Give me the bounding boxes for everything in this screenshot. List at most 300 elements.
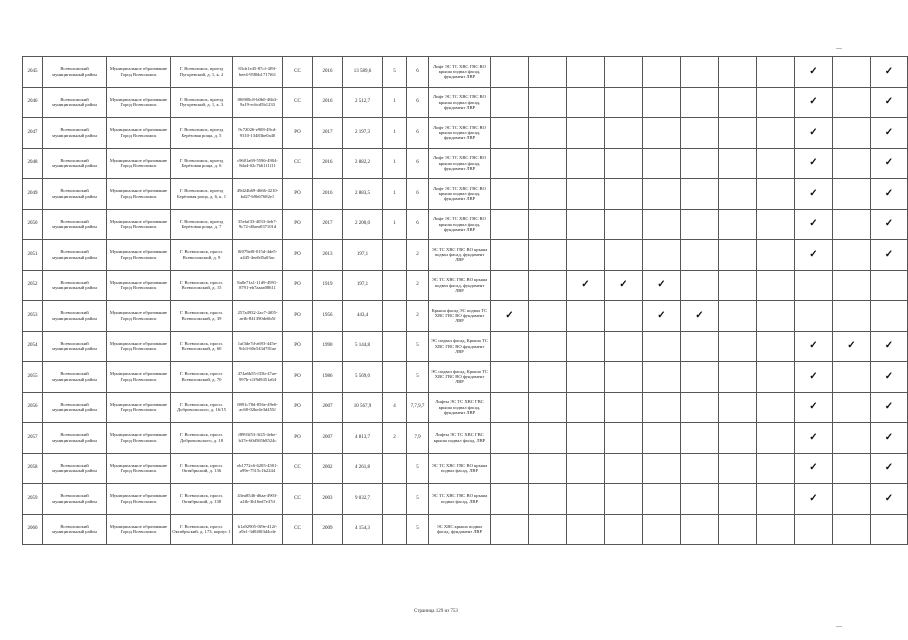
empty-work-cell xyxy=(719,240,757,271)
cell-floors: 5 xyxy=(407,331,429,362)
empty-work-cell xyxy=(833,423,871,454)
cell-type: РО xyxy=(283,423,313,454)
empty-work-cell xyxy=(491,179,529,210)
empty-work-cell xyxy=(871,270,908,301)
cell-works: ЭС подвал фасад, Крыша ТС ХВС ГВС ВО фундамент ЛВР xyxy=(429,362,491,393)
empty-work-cell xyxy=(567,453,605,484)
empty-work-cell xyxy=(833,209,871,240)
check-mark-icon: ✓ xyxy=(605,270,643,301)
cell-area: 197,1 xyxy=(343,270,383,301)
cell-type: РО xyxy=(283,179,313,210)
cell-year: 2007 xyxy=(313,392,343,423)
cell-year: 2016 xyxy=(313,148,343,179)
cell-type: РО xyxy=(283,362,313,393)
empty-work-cell xyxy=(757,362,795,393)
check-mark-icon: ✓ xyxy=(871,240,908,271)
empty-work-cell xyxy=(681,453,719,484)
empty-work-cell xyxy=(605,453,643,484)
empty-work-cell xyxy=(681,57,719,88)
cell-address: Г. Всеволожск, проезд Пугоревский, д. 1, к. 3 xyxy=(171,87,233,118)
cell-floors: 7,9 xyxy=(407,423,429,454)
cell-address: Г. Всеволожск, проезд Берёзовая роща, д. 6, к. 1 xyxy=(171,179,233,210)
empty-work-cell xyxy=(529,301,567,332)
empty-work-cell xyxy=(681,270,719,301)
cell-cadastral: 8a8e71a1-11d9-4991-8791-eb7aaaa08611 xyxy=(233,270,283,301)
cell-floors: 2 xyxy=(407,240,429,271)
check-mark-icon: ✓ xyxy=(795,87,833,118)
cell-id: 2049 xyxy=(23,179,43,210)
empty-work-cell xyxy=(605,209,643,240)
empty-work-cell xyxy=(757,484,795,515)
empty-work-cell xyxy=(605,331,643,362)
cell-address: Г. Всеволожск, проезд Пугоревский, д. 1, к. 2 xyxy=(171,57,233,88)
cell-type: СС xyxy=(283,484,313,515)
empty-work-cell xyxy=(605,148,643,179)
empty-work-cell xyxy=(871,514,908,545)
empty-work-cell xyxy=(681,118,719,149)
cell-col9: 4 xyxy=(383,392,407,423)
empty-work-cell xyxy=(567,484,605,515)
cell-area: 2 197,3 xyxy=(343,118,383,149)
check-mark-icon: ✓ xyxy=(871,87,908,118)
cell-area: 443,4 xyxy=(343,301,383,332)
cell-cadastral: c9601a69-5596-4904-8da4-02c7b6111f11 xyxy=(233,148,283,179)
cell-municipality: Муниципальное образование Город Всеволожск xyxy=(107,331,171,362)
empty-work-cell xyxy=(757,240,795,271)
cell-type: СС xyxy=(283,148,313,179)
cell-cadastral: 0f079a8f-015d-4de5-a445-4ee0d5a03ac xyxy=(233,240,283,271)
cell-cadastral: eb1772c6-6205-4501-a99e-7515c1b2244 xyxy=(233,453,283,484)
cell-id: 2050 xyxy=(23,209,43,240)
check-mark-icon: ✓ xyxy=(871,331,908,362)
empty-work-cell xyxy=(643,362,681,393)
table-row xyxy=(23,240,908,271)
cell-year: 1956 xyxy=(313,301,343,332)
empty-work-cell xyxy=(605,362,643,393)
empty-work-cell xyxy=(757,209,795,240)
cell-floors: 6 xyxy=(407,209,429,240)
empty-work-cell xyxy=(719,331,757,362)
cell-works: ЭС ТС ХВС ГВС ВО крыша подвал фасад, фундамент ЛВР xyxy=(429,240,491,271)
empty-work-cell xyxy=(491,362,529,393)
empty-work-cell xyxy=(719,57,757,88)
empty-work-cell xyxy=(643,331,681,362)
empty-work-cell xyxy=(833,392,871,423)
empty-work-cell xyxy=(795,301,833,332)
empty-work-cell xyxy=(833,453,871,484)
cell-id: 2048 xyxy=(23,148,43,179)
cell-address: Г. Всеволожск, просп. Всеволожский, д. 15 xyxy=(171,270,233,301)
cell-cadastral: 35efaf33-4033-4eb7-9c72-d0aea037101d xyxy=(233,209,283,240)
empty-work-cell xyxy=(757,87,795,118)
cell-works: ЭС ТС ХВС ГВС ВО крыша подвал фасад, ЛВР xyxy=(429,453,491,484)
check-mark-icon: ✓ xyxy=(681,301,719,332)
cell-area: 197,1 xyxy=(343,240,383,271)
cell-municipality: Муниципальное образование Город Всеволожск xyxy=(107,148,171,179)
cell-municipality: Муниципальное образование Город Всеволожск xyxy=(107,240,171,271)
empty-work-cell xyxy=(567,362,605,393)
cell-col9 xyxy=(383,270,407,301)
cell-cadastral: 1af3de7d-a693-445e-9cb3-60e543d781ae xyxy=(233,331,283,362)
check-mark-icon: ✓ xyxy=(795,118,833,149)
cell-municipality: Муниципальное образование Город Всеволожск xyxy=(107,484,171,515)
cell-municipality: Муниципальное образование Город Всеволожск xyxy=(107,301,171,332)
cell-district: Всеволожский муниципальный район xyxy=(43,87,107,118)
cell-cadastral: f8993f53-3f25-4ebe-b37e-60d565b8524c xyxy=(233,423,283,454)
cell-floors: 6 xyxy=(407,87,429,118)
cell-works: Лифты ЭС ТС ХВС ГВС крыша подвал фасад, фундамент ЛВР xyxy=(429,392,491,423)
cell-works: ЭС ТС ХВС ГВС ВО крыша подвал фасад, ЛВР xyxy=(429,484,491,515)
empty-work-cell xyxy=(833,179,871,210)
cell-works: Крыша фасад ЭС подвал ТС ХВС ГВС ВО фундамент ЛВР xyxy=(429,301,491,332)
empty-work-cell xyxy=(567,209,605,240)
cell-district: Всеволожский муниципальный район xyxy=(43,179,107,210)
empty-work-cell xyxy=(491,57,529,88)
cell-address: Г. Всеволожск, проезд Берёзовая роща, д. 7 xyxy=(171,209,233,240)
empty-work-cell xyxy=(491,392,529,423)
cell-year: 2016 xyxy=(313,179,343,210)
check-mark-icon: ✓ xyxy=(871,362,908,393)
cell-year: 2016 xyxy=(313,87,343,118)
cell-district: Всеволожский муниципальный район xyxy=(43,118,107,149)
empty-work-cell xyxy=(833,270,871,301)
empty-work-cell xyxy=(567,240,605,271)
table-row xyxy=(23,331,908,362)
check-mark-icon: ✓ xyxy=(795,423,833,454)
cell-floors: 5 xyxy=(407,453,429,484)
cell-works: Лифт ЭС ТС ХВС ГВС ВО крыша подвал фасад, фундамент ЛВР xyxy=(429,179,491,210)
empty-work-cell xyxy=(529,148,567,179)
cell-year: 2013 xyxy=(313,240,343,271)
cell-works: Лифт ЭС ТС ХВС ГВС ВО крыша подвал фасад, фундамент ЛВР xyxy=(429,118,491,149)
cell-cadastral: 257a4932-2ac7-4f05-aefb-841390de6b5f xyxy=(233,301,283,332)
empty-work-cell xyxy=(567,118,605,149)
empty-work-cell xyxy=(643,240,681,271)
table-row xyxy=(23,301,908,332)
cell-district: Всеволожский муниципальный район xyxy=(43,57,107,88)
cell-municipality: Муниципальное образование Город Всеволожск xyxy=(107,392,171,423)
cell-area: 5 144,8 xyxy=(343,331,383,362)
cell-id: 2047 xyxy=(23,118,43,149)
cell-area: 4 261,8 xyxy=(343,453,383,484)
empty-work-cell xyxy=(719,301,757,332)
empty-work-cell xyxy=(719,209,757,240)
cell-district: Всеволожский муниципальный район xyxy=(43,484,107,515)
empty-work-cell xyxy=(567,514,605,545)
empty-work-cell xyxy=(681,392,719,423)
cell-col9: 1 xyxy=(383,179,407,210)
empty-work-cell xyxy=(681,514,719,545)
empty-work-cell xyxy=(757,514,795,545)
cell-floors: 6 xyxy=(407,148,429,179)
table-row xyxy=(23,362,908,393)
empty-work-cell xyxy=(529,331,567,362)
empty-work-cell xyxy=(719,453,757,484)
cell-floors: 7,7,9,7 xyxy=(407,392,429,423)
cell-cadastral: b1a92905-0f9e-412f-a9e1-3d048f3d4cde xyxy=(233,514,283,545)
cell-area: 4 813,7 xyxy=(343,423,383,454)
empty-work-cell xyxy=(833,301,871,332)
check-mark-icon: ✓ xyxy=(795,179,833,210)
cell-year: 1990 xyxy=(313,331,343,362)
cell-district: Всеволожский муниципальный район xyxy=(43,423,107,454)
check-mark-icon: ✓ xyxy=(871,484,908,515)
table-row xyxy=(23,423,908,454)
cell-floors: 5 xyxy=(407,484,429,515)
empty-work-cell xyxy=(567,392,605,423)
empty-work-cell xyxy=(491,484,529,515)
cell-address: Г. Всеволожск, просп. Добровольского, д. 18 xyxy=(171,423,233,454)
empty-work-cell xyxy=(491,87,529,118)
cell-col9 xyxy=(383,362,407,393)
empty-work-cell xyxy=(529,270,567,301)
empty-work-cell xyxy=(529,57,567,88)
cell-col9: 2 xyxy=(383,423,407,454)
empty-work-cell xyxy=(567,87,605,118)
empty-work-cell xyxy=(529,453,567,484)
table-row xyxy=(23,484,908,515)
check-mark-icon: ✓ xyxy=(871,148,908,179)
cell-cadastral: 9c72026-e908-49cd-9310-13483be0a40 xyxy=(233,118,283,149)
empty-work-cell xyxy=(567,301,605,332)
empty-work-cell xyxy=(529,423,567,454)
cell-id: 2053 xyxy=(23,301,43,332)
cell-municipality: Муниципальное образование Город Всеволожск xyxy=(107,514,171,545)
cell-type: РО xyxy=(283,301,313,332)
cell-address: Г. Всеволожск, просп. Всеволожский, д. 60 xyxy=(171,331,233,362)
check-mark-icon: ✓ xyxy=(871,209,908,240)
cell-id: 2051 xyxy=(23,240,43,271)
cell-address: Г. Всеволожск, проезд Берёзовая роща, д. 5 xyxy=(171,118,233,149)
cell-area: 2 882,2 xyxy=(343,148,383,179)
empty-work-cell xyxy=(491,148,529,179)
empty-work-cell xyxy=(529,87,567,118)
empty-work-cell xyxy=(757,57,795,88)
check-mark-icon: ✓ xyxy=(871,423,908,454)
empty-work-cell xyxy=(757,392,795,423)
empty-work-cell xyxy=(491,514,529,545)
cell-municipality: Муниципальное образование Город Всеволожск xyxy=(107,179,171,210)
empty-work-cell xyxy=(681,209,719,240)
cell-id: 2052 xyxy=(23,270,43,301)
cell-year: 1919 xyxy=(313,270,343,301)
cell-area: 9 032,7 xyxy=(343,484,383,515)
empty-work-cell xyxy=(757,331,795,362)
cell-floors: 2 xyxy=(407,301,429,332)
cell-id: 2054 xyxy=(23,331,43,362)
empty-work-cell xyxy=(719,392,757,423)
cell-works: Лифт ЭС ТС ХВС ГВС ВО крыша подвал фасад, фундамент ЛВР xyxy=(429,209,491,240)
empty-work-cell xyxy=(757,423,795,454)
cell-municipality: Муниципальное образование Город Всеволожск xyxy=(107,118,171,149)
cell-cadastral: 0891c78d-856e-49e6-ac68-02be4e3d455f xyxy=(233,392,283,423)
empty-work-cell xyxy=(643,453,681,484)
cell-id: 2060 xyxy=(23,514,43,545)
empty-work-cell xyxy=(833,148,871,179)
cell-municipality: Муниципальное образование Город Всеволожск xyxy=(107,453,171,484)
cell-floors: 5 xyxy=(407,362,429,393)
cell-col9 xyxy=(383,331,407,362)
empty-work-cell xyxy=(605,118,643,149)
empty-work-cell xyxy=(529,484,567,515)
empty-work-cell xyxy=(719,423,757,454)
cell-cadastral: 49d24b69-4666-4210-bd27-b9b67682e1 xyxy=(233,179,283,210)
cell-year: 1986 xyxy=(313,362,343,393)
cell-works: ЭС подвал фасад, Крыша ТС ХВС ГВС ВО фундамент ЛВР xyxy=(429,331,491,362)
cell-district: Всеволожский муниципальный район xyxy=(43,362,107,393)
cell-id: 2055 xyxy=(23,362,43,393)
cell-district: Всеволожский муниципальный район xyxy=(43,331,107,362)
check-mark-icon: ✓ xyxy=(871,57,908,88)
check-mark-icon: ✓ xyxy=(795,484,833,515)
cell-floors: 6 xyxy=(407,179,429,210)
cell-col9 xyxy=(383,514,407,545)
empty-work-cell xyxy=(833,87,871,118)
housing-registry-table xyxy=(22,56,908,545)
check-mark-icon: ✓ xyxy=(871,392,908,423)
cell-municipality: Муниципальное образование Город Всеволожск xyxy=(107,423,171,454)
cell-cadastral: 474a6b55-f35b-47ae-997b-c1f9d9451a64 xyxy=(233,362,283,393)
empty-work-cell xyxy=(757,301,795,332)
empty-work-cell xyxy=(529,362,567,393)
cell-year: 2003 xyxy=(313,484,343,515)
empty-work-cell xyxy=(833,484,871,515)
cell-municipality: Муниципальное образование Город Всеволожск xyxy=(107,57,171,88)
empty-work-cell xyxy=(605,57,643,88)
table-row xyxy=(23,270,908,301)
check-mark-icon: ✓ xyxy=(795,240,833,271)
cell-district: Всеволожский муниципальный район xyxy=(43,270,107,301)
empty-work-cell xyxy=(681,484,719,515)
table-row xyxy=(23,209,908,240)
check-mark-icon: ✓ xyxy=(567,270,605,301)
empty-work-cell xyxy=(719,270,757,301)
empty-work-cell xyxy=(491,423,529,454)
scan-mark xyxy=(836,48,842,49)
table-body xyxy=(23,57,908,545)
cell-col9 xyxy=(383,453,407,484)
cell-type: РО xyxy=(283,118,313,149)
cell-works: Лифт ЭС ТС ХВС ГВС ВО крыша подвал фасад, фундамент ЛВР xyxy=(429,87,491,118)
empty-work-cell xyxy=(605,423,643,454)
cell-works: Лифт ЭС ТС ХВС ГВС ВО крыша подвал фасад, фундамент ЛВР xyxy=(429,57,491,88)
cell-municipality: Муниципальное образование Город Всеволожск xyxy=(107,362,171,393)
table-row xyxy=(23,179,908,210)
table-row xyxy=(23,514,908,545)
cell-col9 xyxy=(383,484,407,515)
cell-col9: 1 xyxy=(383,148,407,179)
empty-work-cell xyxy=(719,362,757,393)
cell-type: РО xyxy=(283,392,313,423)
table-row xyxy=(23,87,908,118)
empty-work-cell xyxy=(795,514,833,545)
empty-work-cell xyxy=(681,179,719,210)
cell-works: ЭС ХВС крыша подвал фасад, фундамент ЛВР xyxy=(429,514,491,545)
empty-work-cell xyxy=(643,118,681,149)
cell-col9: 5 xyxy=(383,57,407,88)
table-row xyxy=(23,118,908,149)
cell-address: Г. Всеволожск, просп. Всеволожский, д. 70 xyxy=(171,362,233,393)
cell-municipality: Муниципальное образование Город Всеволожск xyxy=(107,209,171,240)
empty-work-cell xyxy=(567,148,605,179)
empty-work-cell xyxy=(833,362,871,393)
empty-work-cell xyxy=(605,514,643,545)
empty-work-cell xyxy=(491,270,529,301)
table-row xyxy=(23,148,908,179)
empty-work-cell xyxy=(833,118,871,149)
empty-work-cell xyxy=(719,118,757,149)
cell-area: 4 154,3 xyxy=(343,514,383,545)
empty-work-cell xyxy=(605,392,643,423)
empty-work-cell xyxy=(719,484,757,515)
empty-work-cell xyxy=(719,148,757,179)
empty-work-cell xyxy=(833,240,871,271)
empty-work-cell xyxy=(567,331,605,362)
cell-id: 2059 xyxy=(23,484,43,515)
empty-work-cell xyxy=(643,87,681,118)
check-mark-icon: ✓ xyxy=(795,392,833,423)
cell-type: РО xyxy=(283,270,313,301)
empty-work-cell xyxy=(491,331,529,362)
cell-year: 2017 xyxy=(313,118,343,149)
cell-type: РО xyxy=(283,240,313,271)
cell-col9: 1 xyxy=(383,87,407,118)
empty-work-cell xyxy=(643,179,681,210)
cell-district: Всеволожский муниципальный район xyxy=(43,301,107,332)
cell-area: 10 567,9 xyxy=(343,392,383,423)
empty-work-cell xyxy=(643,209,681,240)
cell-address: Г. Всеволожск, проезд Берёзовая роща, д. 6 xyxy=(171,148,233,179)
empty-work-cell xyxy=(871,301,908,332)
empty-work-cell xyxy=(681,148,719,179)
empty-work-cell xyxy=(757,148,795,179)
cell-col9: 1 xyxy=(383,118,407,149)
cell-address: Г. Всеволожск, просп. Октябрьский, д. 136 xyxy=(171,453,233,484)
empty-work-cell xyxy=(529,118,567,149)
cell-works: Лифты ЭС ТС ХВС ГВС крыша подвал фасад, ЛВР xyxy=(429,423,491,454)
cell-area: 13 589,6 xyxy=(343,57,383,88)
empty-work-cell xyxy=(529,514,567,545)
cell-works: ЭС ТС ХВС ГВС ВО крыша подвал фасад, фундамент ЛВР xyxy=(429,270,491,301)
check-mark-icon: ✓ xyxy=(795,148,833,179)
cell-floors: 6 xyxy=(407,118,429,149)
empty-work-cell xyxy=(757,270,795,301)
cell-cadastral: 43ea8546-d6aa-4903-a2fb-3b16ed7e37d xyxy=(233,484,283,515)
cell-type: СС xyxy=(283,87,313,118)
check-mark-icon: ✓ xyxy=(795,453,833,484)
check-mark-icon: ✓ xyxy=(643,270,681,301)
cell-id: 2056 xyxy=(23,392,43,423)
cell-type: РО xyxy=(283,209,313,240)
cell-address: Г. Всеволожск, просп. Октябрьский, д. 138 xyxy=(171,484,233,515)
empty-work-cell xyxy=(605,301,643,332)
empty-work-cell xyxy=(757,118,795,149)
cell-type: РО xyxy=(283,331,313,362)
empty-work-cell xyxy=(567,57,605,88)
cell-col9 xyxy=(383,301,407,332)
empty-work-cell xyxy=(833,514,871,545)
empty-work-cell xyxy=(605,179,643,210)
empty-work-cell xyxy=(529,392,567,423)
table-row xyxy=(23,57,908,88)
empty-work-cell xyxy=(529,209,567,240)
cell-id: 2046 xyxy=(23,87,43,118)
cell-district: Всеволожский муниципальный район xyxy=(43,514,107,545)
empty-work-cell xyxy=(833,57,871,88)
check-mark-icon: ✓ xyxy=(871,453,908,484)
cell-floors: 2 xyxy=(407,270,429,301)
cell-year: 2017 xyxy=(313,209,343,240)
